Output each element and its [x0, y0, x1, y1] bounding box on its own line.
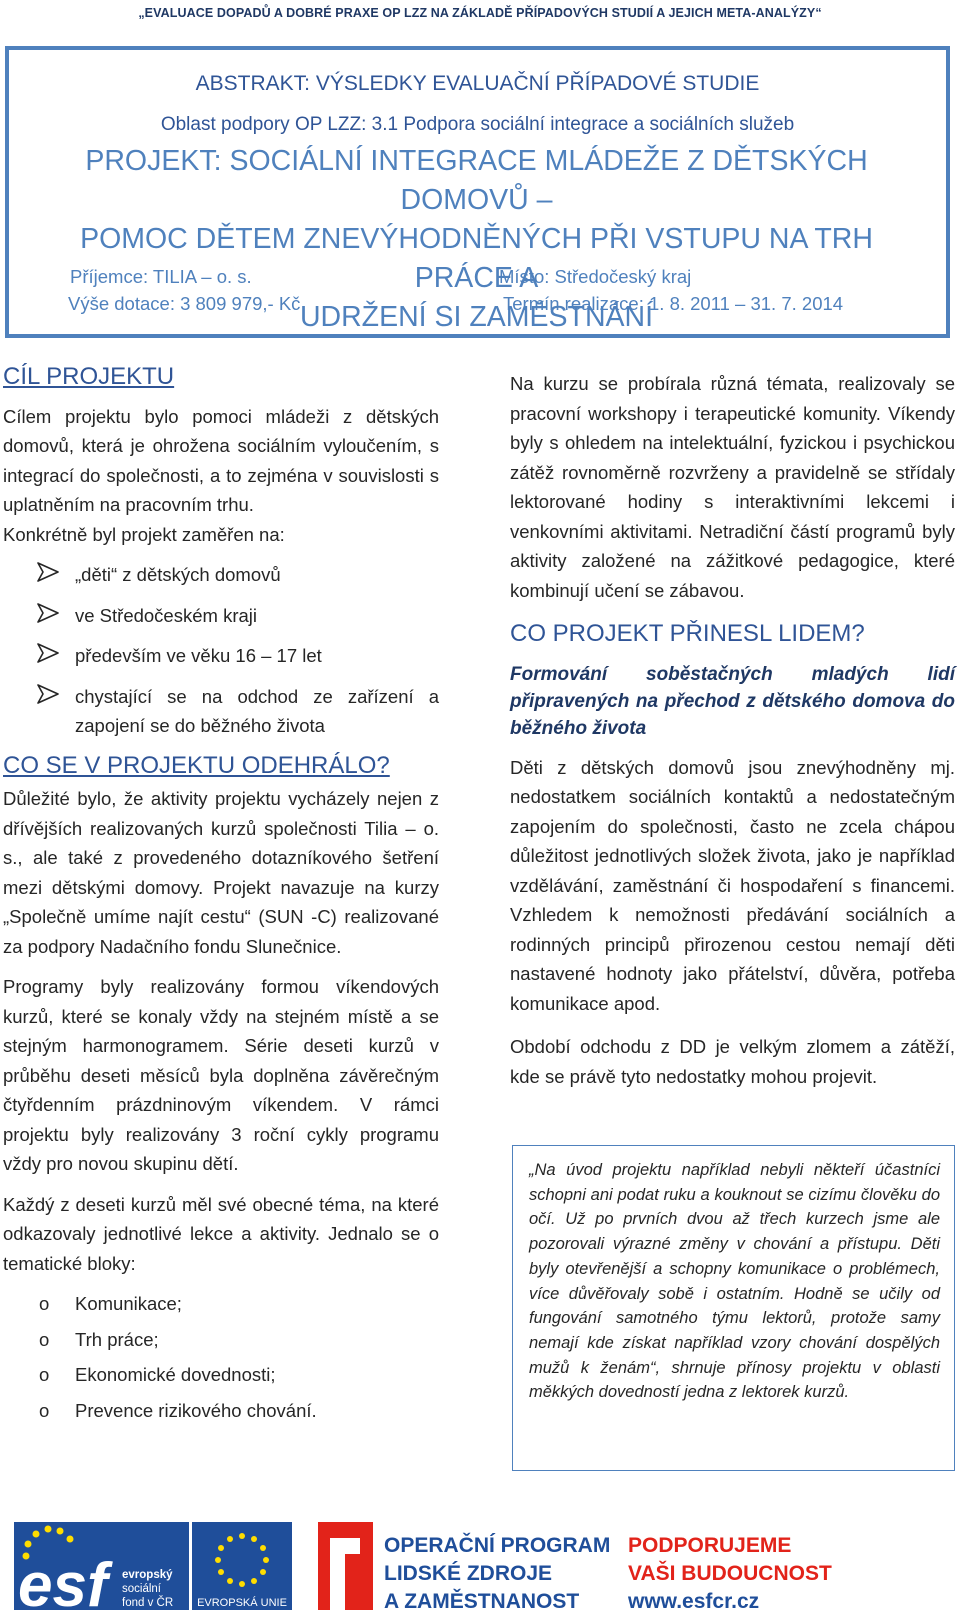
target-label: „děti“ z dětských domovů	[75, 564, 281, 585]
topic-label: Komunikace;	[75, 1293, 182, 1314]
topic-label: Trh práce;	[75, 1328, 159, 1350]
section-heading-benefits: CO PROJEKT PŘINESL LIDEM?	[510, 620, 865, 647]
arrowhead-bullet-icon	[37, 603, 59, 623]
topic-label: Prevence rizikového chování.	[75, 1399, 317, 1421]
target-label: ve Středočeském kraji	[75, 604, 257, 626]
target-list	[3, 560, 439, 741]
benefits-subheading: Formování soběstačných mladých lidí připravených na přechod z dětského domova do běžného života	[510, 663, 955, 739]
abstract-heading: ABSTRAKT: VÝSLEDKY EVALUAČNÍ PŘÍPADOVÉ STUDIE	[195, 72, 760, 95]
footer-logos	[0, 1510, 960, 1615]
section-heading-goal: CÍL PROJEKTU	[3, 363, 175, 390]
op-logo-red-bar	[318, 1522, 373, 1610]
topic-label: Ekonomické dovednosti;	[75, 1364, 276, 1385]
focus-intro: Konkrétně byl projekt zaměřen na:	[3, 523, 285, 545]
topic-block-list	[3, 1289, 439, 1431]
list-item	[3, 601, 439, 631]
list-item	[3, 1360, 439, 1396]
circle-bullet-icon: o	[39, 1293, 50, 1314]
list-item	[3, 1396, 439, 1432]
circle-bullet-icon: o	[39, 1364, 50, 1385]
esfcr-slogan	[627, 1534, 832, 1613]
list-item	[3, 1325, 439, 1361]
op-text-line: LIDSKÉ ZDROJE	[384, 1562, 553, 1585]
list-item	[3, 641, 439, 671]
eu-logo	[192, 1522, 292, 1610]
section-heading-activities: CO SE V PROJEKTU ODEHRÁLO?	[3, 751, 390, 779]
project-title-line: UDRŽENÍ SI ZAMĚSTNÁNÍ	[299, 301, 654, 333]
recipient: Příjemce: TILIA – o. s.	[70, 266, 252, 287]
eu-label: EVROPSKÁ UNIE	[197, 1597, 287, 1609]
target-label: především ve věku 16 – 17 let	[75, 645, 322, 666]
list-item	[3, 560, 439, 590]
op-text-line: A ZAMĚSTNANOST	[384, 1590, 580, 1613]
benefits-paragraph-1: Děti z dětských domovů jsou znevýhodněny mj. nedostatkem sociálních kontaktů a nedostatečným zapojením do společnosti, často ne zcela chápou důležitost jednotlivých složek života, jako je například vzdělávání, zaměstnání či hospodaření s financemi. Vzhledem k nemožnosti předávání sociálních a rodinných principů přirozenou cestou nemají děti nastavené hodnoty jako přátelství, důvěra, potřeba komunikace apod.	[510, 756, 955, 1014]
list-item	[3, 682, 439, 741]
project-title-line: PROJEKT: SOCIÁLNÍ INTEGRACE MLÁDEŽE Z DĚTSKÝCH DOMOVŮ –	[85, 145, 868, 216]
activities-paragraph-2: Programy byly realizovány formou víkendových kurzů, které se konaly vždy na stejném místě a se stejným harmonogramem. Série deseti kurzů v průběhu deseti měsíců byla doplněna závěrečným čtyřdenním prázdninovým víkendem. V rámci projektu byly realizovány 3 roční cykly programu vždy pro novou skupinu dětí.	[3, 976, 439, 1174]
arrowhead-bullet-icon	[37, 643, 59, 663]
benefits-paragraph-2: Období odchodu z DD je velkým zlomem a zátěží, kde se právě tyto nedostatky mohou projevit.	[510, 1036, 955, 1087]
esf-logo	[14, 1522, 189, 1615]
arrowhead-bullet-icon	[37, 684, 59, 704]
location: Místo: Středočeský kraj	[499, 266, 692, 287]
funding-logos-strip	[0, 1510, 960, 1615]
right-column	[510, 369, 955, 1091]
support-area: Oblast podpory OP LZZ: 3.1 Podpora sociální integrace a sociálních služeb	[160, 114, 795, 135]
target-label: chystající se na odchod ze zařízení a zapojení se do běžného života	[75, 685, 439, 736]
project-title-line: POMOC DĚTEM ZNEVÝHODNĚNÝCH PŘI VSTUPU NA TRH PRÁCE A	[80, 223, 873, 294]
activities-paragraph-1: Důležité bylo, že aktivity projektu vycházely nejen z dřívějších realizovaných kurzů společnosti Tilia – o. s., ale také z provedeného dotazníkového šetření mezi dětskými domovy. Projekt navazuje na kurzy „Společně umíme najít cestu“ (SUN -C) realizované za podpory Nadačního fondu Slunečnice.	[3, 788, 439, 957]
activities-paragraph-3: Každý z deseti kurzů měl své obecné téma, na které odkazovaly jednotlivé lekce a aktivity. Jednalo se o tematické bloky:	[3, 1193, 439, 1274]
document-header: „EVALUACE DOPADŮ A DOBRÉ PRAXE OP LZZ NA ZÁKLADĚ PŘÍPADOVÝCH STUDIÍ A JEJICH META-ANALÝZY“	[138, 6, 822, 20]
grant-amount: Výše dotace: 3 809 979,- Kč	[68, 293, 301, 314]
circle-bullet-icon: o	[39, 1399, 50, 1421]
lecturer-quote: „Na úvod projektu například nebyli někteří účastníci schopni ani podat ruku a kouknout se cizímu člověku do očí. Už po prvních dvou až třech kurzech jsme ale pozorovali výrazné změny v chování a přístupu. Děti byly otevřenější a schopny komunikace o problémech, více důvěřovaly sobě i ostatním. Hodně se učily od fungování samotného týmu lektorů, protože samy nemají kde získat například vzory chování dospělých mužů k ženám“, shrnuje přínosy projektu v oblasti měkkých dovedností jedna z lektorek kurzů.	[529, 1161, 940, 1402]
op-lzz-logo	[318, 1522, 610, 1613]
implementation-period: Termín realizace: 1. 8. 2011 – 31. 7. 2014	[503, 293, 844, 314]
circle-bullet-icon: o	[39, 1328, 50, 1350]
abstract-box	[5, 46, 950, 338]
esf-logo-letters: esf	[18, 1551, 108, 1615]
esfcr-url: www.esfcr.cz	[628, 1590, 760, 1613]
program-paragraph: Na kurzu se probírala různá témata, realizovaly se pracovní workshopy i terapeutické komunity. Víkendy byly s ohledem na intelektuální, fyzickou i psychickou zátěž rovnoměrně rozvrženy a pravidelně se střídaly lektorované hodiny s interaktivními lekcemi i venkovními aktivitami. Netradiční částí programů byly aktivity založené na zážitkové pedagogice, které kombinují učení se zábavou.	[510, 373, 955, 601]
slogan-line: VAŠI BUDOUCNOST	[628, 1562, 832, 1585]
left-column	[3, 362, 439, 1431]
esf-text-line: evropský	[122, 1569, 173, 1581]
quote-box	[512, 1145, 955, 1471]
list-item	[3, 1289, 439, 1325]
goal-paragraph: Cílem projektu bylo pomoci mládeži z dětských domovů, která je ohrožena sociálním vyloučením, s integrací do společnosti, a to zejména v souvislosti s uplatněním na pracovním trhu.	[3, 405, 439, 515]
slogan-line: PODPORUJEME	[628, 1534, 792, 1557]
esf-text-line: sociální	[122, 1583, 161, 1595]
op-text-line: OPERAČNÍ PROGRAM	[384, 1534, 611, 1557]
esf-text-line: fond v ČR	[122, 1597, 174, 1609]
arrowhead-bullet-icon	[37, 562, 59, 582]
